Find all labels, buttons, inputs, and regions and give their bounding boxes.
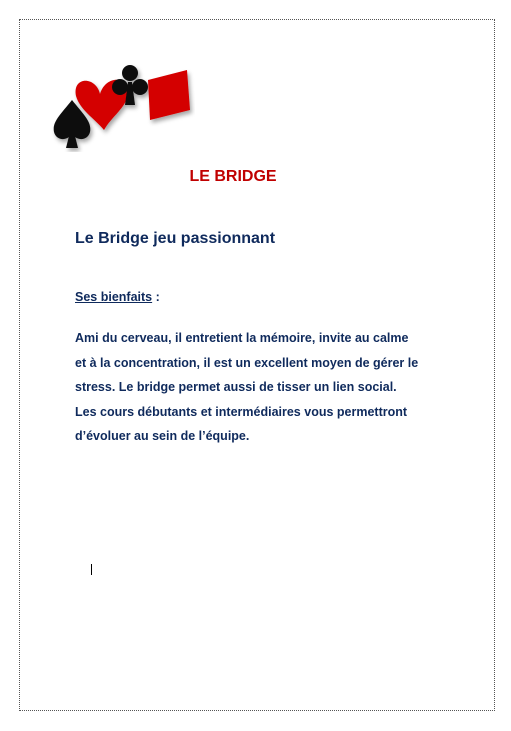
body-text [75, 326, 420, 449]
document-heading: Le Bridge jeu passionnant [75, 230, 276, 247]
benefits-subheading [75, 290, 160, 304]
document-title: LE BRIDGE [189, 168, 277, 185]
diamond-suit-icon [148, 70, 190, 120]
card-suits-logo-icon [50, 60, 195, 152]
paragraph: Les cours débutants et intermédiaires vous permettront d’évoluer au sein de l’équipe. [75, 404, 408, 443]
text-cursor[interactable] [91, 564, 92, 575]
benefits-label: Ses bienfaits [75, 290, 153, 304]
paragraph: Ami du cerveau, il entretient la mémoire, invite au calme et à la concentration, il est un excellent moyen de gérer le stress. Le bridge permet aussi de tisser un lien social. [75, 331, 419, 394]
benefits-colon: : [152, 290, 160, 304]
